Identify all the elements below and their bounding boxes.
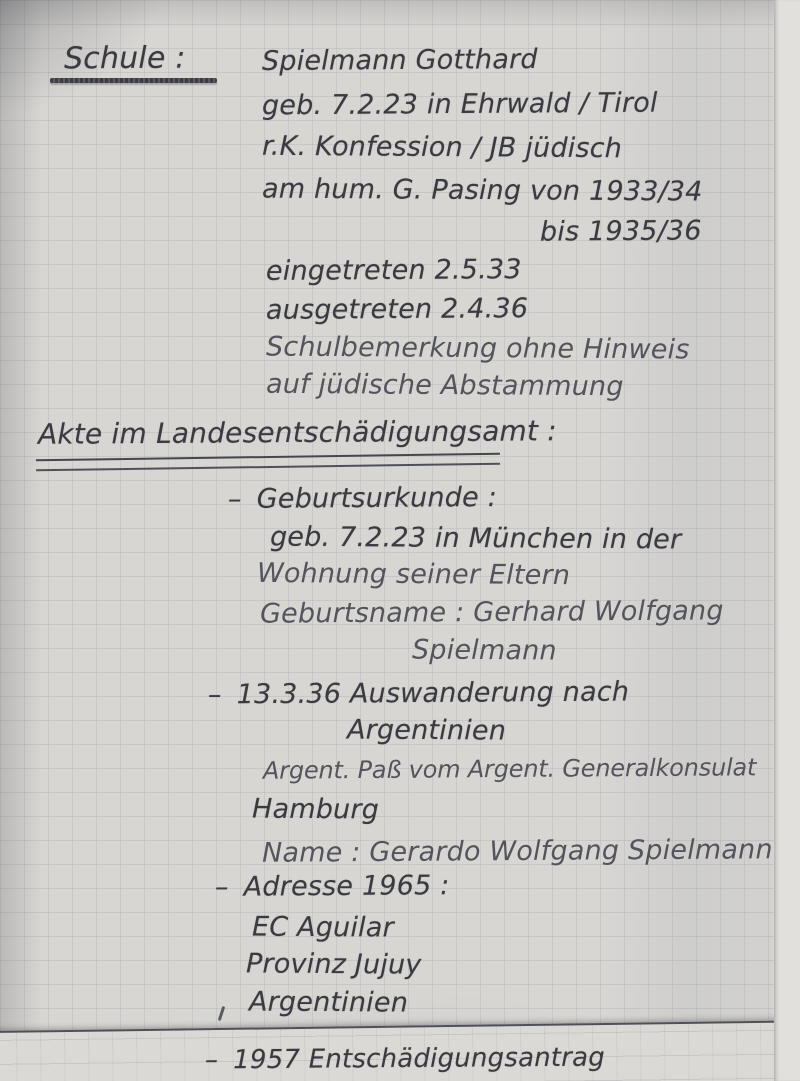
heading-akte-underline xyxy=(36,453,500,471)
bullet-dash: – xyxy=(227,483,242,515)
list-item-adresse xyxy=(215,871,450,902)
handwritten-line: auf jüdische Abstammung xyxy=(265,368,624,403)
handwritten-line: bis 1935/36 xyxy=(539,215,702,248)
handwritten-line: Geburtsname : Gerhard Wolfgang xyxy=(259,595,724,630)
handwritten-line: Wohnung seiner Eltern xyxy=(256,557,571,592)
handwritten-line: Argentinien xyxy=(248,986,409,1019)
handwritten-line: Name : Gerardo Wolfgang Spielmann xyxy=(261,834,773,869)
handwritten-line: EC Aguilar xyxy=(251,911,394,944)
section-heading-schule: Schule : xyxy=(63,40,186,77)
list-item-title: Geburtsurkunde : xyxy=(256,482,498,515)
handwritten-line: eingetreten 2.5.33 xyxy=(265,254,522,287)
handwritten-line: am hum. G. Pasing von 1933/34 xyxy=(261,173,703,208)
list-item-auswanderung xyxy=(208,678,629,711)
bullet-dash: – xyxy=(204,1045,219,1076)
list-item-title: Adresse 1965 : xyxy=(243,870,450,903)
handwritten-line: Provinz Jujuy xyxy=(245,948,422,981)
handwritten-line: Hamburg xyxy=(251,793,380,826)
paper-right-edge xyxy=(774,0,800,1081)
heading-schule-underline xyxy=(50,78,217,83)
bullet-dash: – xyxy=(214,871,229,903)
handwritten-line: r.K. Konfession / JB jüdisch xyxy=(261,130,623,165)
section-heading-akte: Akte im Landesentschädigungsamt : xyxy=(37,414,557,451)
list-item-geburtsurkunde xyxy=(228,483,497,515)
bullet-dash: – xyxy=(207,679,222,711)
handwritten-line: ausgetreten 2.4.36 xyxy=(265,293,529,326)
handwritten-line: Argentinien xyxy=(346,714,507,747)
stray-pencil-mark xyxy=(218,1006,225,1021)
list-item-title: 1957 Entschädigungsantrag xyxy=(233,1042,606,1076)
handwritten-line: Spielmann Gotthard xyxy=(261,44,538,77)
handwritten-line: geb. 7.2.23 in Ehrwald / Tirol xyxy=(261,87,658,122)
list-item-title: 13.3.36 Auswanderung nach xyxy=(236,676,630,711)
list-item-entschaedigungsantrag xyxy=(205,1044,605,1075)
handwritten-line: geb. 7.2.23 in München in der xyxy=(269,521,682,556)
handwritten-line: Argent. Paß vom Argent. Generalkonsulat xyxy=(262,753,757,785)
handwritten-line: Spielmann xyxy=(411,634,557,667)
handwritten-line: Schulbemerkung ohne Hinweis xyxy=(265,331,690,366)
